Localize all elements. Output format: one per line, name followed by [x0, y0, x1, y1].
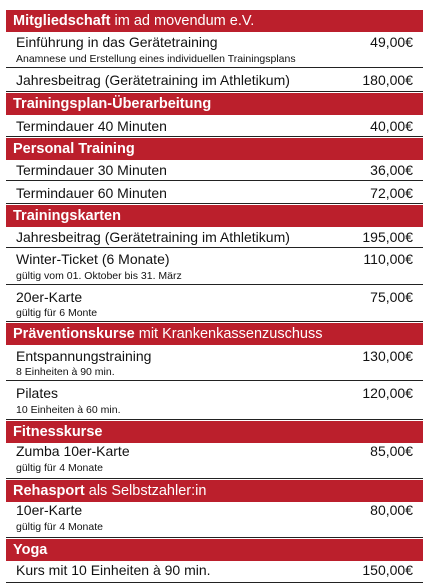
item-note: 8 Einheiten à 90 min. — [16, 366, 115, 378]
item-name: Zumba 10er-Karte — [16, 443, 130, 459]
price-row — [6, 249, 423, 285]
price-row — [6, 115, 423, 137]
section-title: Personal Training — [13, 141, 135, 157]
item-price: 40,00€ — [370, 118, 413, 134]
price-row — [6, 159, 423, 181]
item-note: 10 Einheiten à 60 min. — [16, 404, 121, 416]
item-name: Kurs mit 10 Einheiten à 90 min. — [16, 562, 211, 578]
item-price: 130,00€ — [362, 348, 413, 364]
item-price: 75,00€ — [370, 289, 413, 305]
item-name: Pilates — [16, 385, 59, 401]
item-name: Jahresbeitrag (Gerätetraining im Athletikum) — [16, 72, 290, 88]
item-name: Winter-Ticket (6 Monate) — [16, 251, 170, 267]
item-price: 110,00€ — [363, 251, 413, 267]
item-name: Termindauer 60 Minuten — [16, 185, 167, 201]
item-price: 120,00€ — [362, 385, 413, 401]
item-price: 195,00€ — [362, 229, 413, 245]
section-title: Trainingsplan-Überarbeitung — [13, 96, 212, 112]
item-name: 10er-Karte — [16, 502, 83, 518]
item-price: 85,00€ — [370, 443, 413, 459]
section-header-praeventionskurse — [6, 323, 423, 345]
section-subtitle: im ad movendum e.V. — [114, 13, 255, 29]
price-row — [6, 382, 423, 420]
section-title: Mitgliedschaft — [13, 13, 111, 29]
item-price: 72,00€ — [370, 185, 413, 201]
item-price: 49,00€ — [370, 34, 413, 50]
price-row — [6, 33, 423, 68]
section-header-personal-training — [6, 138, 423, 160]
item-note: gültig für 4 Monate — [16, 462, 103, 474]
item-name: Termindauer 40 Minuten — [16, 118, 167, 134]
price-row — [6, 286, 423, 322]
section-subtitle: mit Krankenkassenzuschuss — [138, 326, 323, 342]
item-price: 36,00€ — [370, 162, 413, 178]
section-title: Yoga — [13, 542, 48, 558]
price-row — [6, 443, 423, 479]
price-row — [6, 345, 423, 381]
item-name: Entspannungstraining — [16, 348, 152, 364]
item-price: 180,00€ — [362, 72, 413, 88]
section-header-trainingsplan — [6, 93, 423, 115]
section-header-mitgliedschaft — [6, 10, 423, 32]
item-note: gültig vom 01. Oktober bis 31. März — [16, 270, 182, 282]
price-row — [6, 69, 423, 92]
price-row — [6, 182, 423, 204]
item-name: Termindauer 30 Minuten — [16, 162, 167, 178]
item-note: Anamnese und Erstellung eines individuellen Trainingsplans — [16, 53, 296, 65]
section-header-trainingskarten — [6, 205, 423, 227]
item-note: gültig für 4 Monate — [16, 521, 103, 533]
section-header-fitnesskurse — [6, 421, 423, 443]
price-row — [6, 226, 423, 248]
price-row — [6, 502, 423, 538]
section-title: Rehasport — [13, 483, 85, 499]
section-title: Präventionskurse — [13, 326, 135, 342]
item-note: gültig für 6 Monte — [16, 307, 98, 319]
item-price: 80,00€ — [370, 502, 413, 518]
item-price: 150,00€ — [362, 562, 413, 578]
price-row — [6, 561, 423, 583]
section-title: Trainingskarten — [13, 208, 121, 224]
section-header-yoga — [6, 539, 423, 561]
item-name: Einführung in das Gerätetraining — [16, 34, 218, 50]
item-name: 20er-Karte — [16, 289, 83, 305]
item-name: Jahresbeitrag (Gerätetraining im Athletikum) — [16, 229, 290, 245]
section-subtitle: als Selbstzahler:in — [88, 483, 207, 499]
section-title: Fitnesskurse — [13, 424, 103, 440]
section-header-rehasport — [6, 480, 423, 502]
